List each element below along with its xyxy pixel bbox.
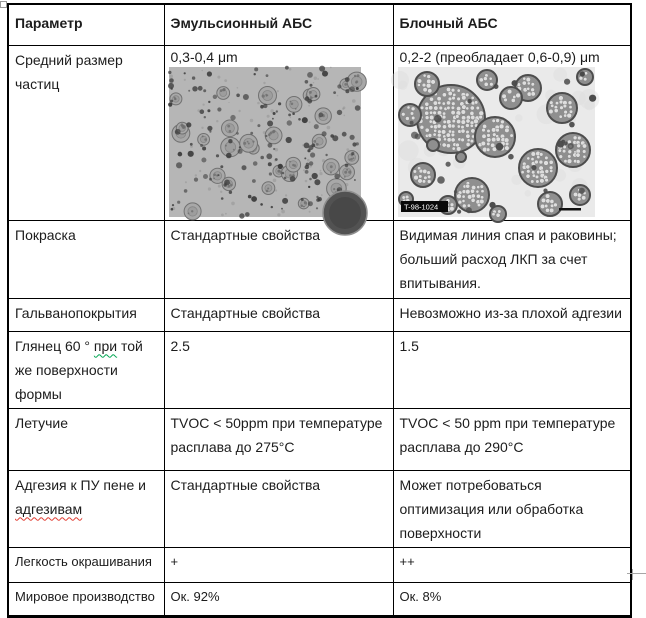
cell-colorability-block[interactable] bbox=[393, 547, 631, 582]
colorability-emulsion-value: + bbox=[170, 553, 179, 569]
cell-adhesion-block[interactable] bbox=[393, 470, 631, 547]
cell-gloss-block[interactable] bbox=[393, 331, 631, 408]
painting-param-text: Покраска bbox=[15, 226, 76, 243]
header-block-label: Блочный АБС bbox=[399, 15, 498, 31]
gloss-block-value: 1.5 bbox=[399, 337, 419, 354]
colorability-block-value: ++ bbox=[399, 553, 415, 569]
volatiles-param-text: Летучие bbox=[15, 414, 68, 431]
abs-comparison-table bbox=[7, 3, 632, 618]
cell-gloss-emulsion[interactable] bbox=[164, 331, 393, 408]
cell-volatiles-param[interactable] bbox=[8, 408, 164, 470]
cell-particle-size-emulsion[interactable] bbox=[164, 45, 393, 220]
gloss-param-post: той же поверхности формы bbox=[15, 337, 143, 402]
table-header-row bbox=[8, 4, 631, 45]
production-block-value: Ок. 8% bbox=[399, 588, 442, 604]
plating-param-text: Гальванопокрытия bbox=[15, 304, 137, 321]
row-painting bbox=[8, 220, 631, 298]
cell-production-param[interactable] bbox=[8, 582, 164, 616]
cell-adhesion-emulsion[interactable] bbox=[164, 470, 393, 547]
header-cell-block[interactable] bbox=[393, 4, 631, 45]
cell-colorability-param[interactable] bbox=[8, 547, 164, 582]
row-volatiles bbox=[8, 408, 631, 470]
row-plating bbox=[8, 298, 631, 331]
cell-adhesion-param[interactable] bbox=[8, 470, 164, 547]
cell-plating-emulsion[interactable] bbox=[164, 298, 393, 331]
cell-painting-block[interactable] bbox=[393, 220, 631, 298]
cell-painting-param[interactable] bbox=[8, 220, 164, 298]
emulsion-micrograph-image bbox=[169, 67, 361, 217]
header-cell-param[interactable] bbox=[8, 4, 164, 45]
cell-plating-block[interactable] bbox=[393, 298, 631, 331]
table-resize-handle[interactable] bbox=[627, 573, 646, 574]
cell-particle-size-param[interactable] bbox=[8, 45, 164, 220]
table-anchor-handle[interactable] bbox=[0, 1, 7, 8]
gloss-param-spellcheck-word: при bbox=[93, 337, 118, 354]
row-gloss bbox=[8, 331, 631, 408]
cell-colorability-emulsion[interactable] bbox=[164, 547, 393, 582]
cell-gloss-param[interactable] bbox=[8, 331, 164, 408]
production-param-text: Мировое производство bbox=[15, 588, 155, 604]
block-size-value: 0,2-2 (преобладает 0,6-0,9) μm bbox=[399, 48, 600, 65]
painting-block-text: Видимая линия спая и раковины; больший расход ЛКП за счет впитывания. bbox=[399, 226, 617, 291]
cell-painting-emulsion[interactable] bbox=[164, 220, 393, 298]
micrograph-tag-label: T-98-1024 bbox=[403, 202, 438, 211]
row-adhesion bbox=[8, 470, 631, 547]
cell-volatiles-emulsion[interactable] bbox=[164, 408, 393, 470]
cell-plating-param[interactable] bbox=[8, 298, 164, 331]
production-emulsion-value: Ок. 92% bbox=[170, 588, 220, 604]
gloss-emulsion-value: 2.5 bbox=[170, 337, 190, 354]
colorability-param-text: Легкость окрашивания bbox=[15, 553, 152, 569]
row-production bbox=[8, 582, 631, 616]
painting-emulsion-text: Стандартные свойства bbox=[170, 226, 321, 243]
adhesion-param-pre: Адгезия к ПУ пене и bbox=[15, 476, 146, 493]
adhesion-block-text: Может потребоваться оптимизация или обработка поверхности bbox=[399, 476, 584, 541]
cell-production-emulsion[interactable] bbox=[164, 582, 393, 616]
volatiles-block-text: TVOC < 50 ppm при температуре расплава до 290°С bbox=[399, 414, 616, 455]
row-colorability bbox=[8, 547, 631, 582]
adhesion-param-spellcheck-word: адгезивам bbox=[15, 500, 83, 517]
header-param-label: Параметр bbox=[15, 15, 83, 31]
adhesion-emulsion-text: Стандартные свойства bbox=[170, 476, 321, 493]
cell-production-block[interactable] bbox=[393, 582, 631, 616]
row-particle-size bbox=[8, 45, 631, 220]
emulsion-size-value: 0,3-0,4 μm bbox=[170, 48, 238, 65]
gloss-param-pre: Глянец 60 ° bbox=[15, 337, 94, 354]
header-emulsion-label: Эмульсионный АБС bbox=[170, 15, 313, 31]
volatiles-emulsion-text: TVOC < 50ppm при температуре расплава до 275°С bbox=[170, 414, 383, 455]
table-resize-handle-vertical[interactable] bbox=[632, 569, 633, 580]
block-micrograph-image bbox=[398, 67, 595, 217]
header-cell-emulsion[interactable] bbox=[164, 4, 393, 45]
plating-emulsion-text: Стандартные свойства bbox=[170, 304, 321, 321]
particle-size-param-text: Средний размер частиц bbox=[15, 51, 123, 92]
plating-block-text: Невозможно из-за плохой адгезии bbox=[399, 304, 622, 321]
cell-particle-size-block[interactable] bbox=[393, 45, 631, 220]
cell-volatiles-block[interactable] bbox=[393, 408, 631, 470]
